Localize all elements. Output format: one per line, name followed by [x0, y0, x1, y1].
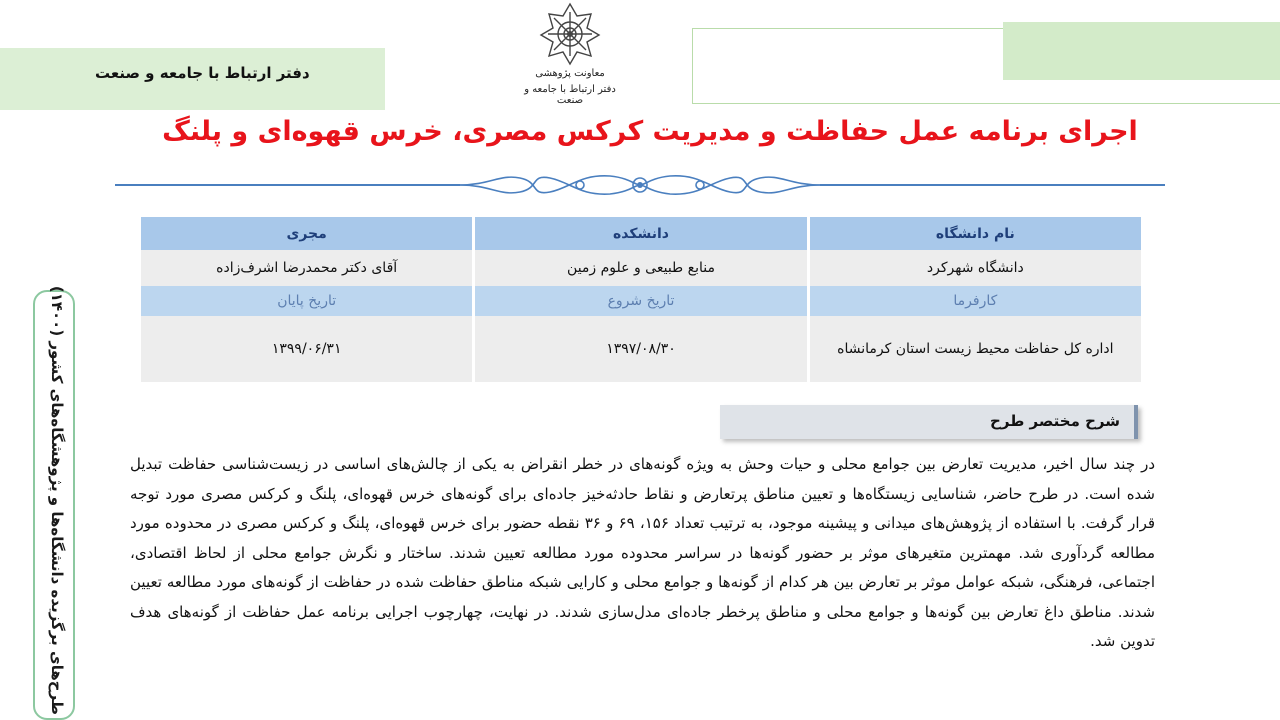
page-title: اجرای برنامه عمل حفاظت و مدیریت کرکس مصری، خرس قهوه‌ای و پلنگ — [162, 116, 1138, 147]
header-start-date: تاریخ شروع — [475, 286, 806, 316]
project-info-table — [138, 217, 1144, 382]
office-label: دفتر ارتباط با جامعه و صنعت — [95, 64, 310, 82]
value-faculty: منابع طبیعی و علوم زمین — [475, 250, 806, 286]
ornamental-divider — [115, 170, 1165, 200]
value-start-date: ۱۳۹۷/۰۸/۳۰ — [475, 316, 806, 382]
side-label: طرح‌های برگزیده دانشگاه‌ها و پژوهشگاه‌های کشور (۱۴۰۰) — [48, 285, 66, 715]
header-band-right — [1003, 22, 1280, 80]
summary-heading: شرح مختصر طرح — [990, 412, 1120, 430]
divider-ornament-icon — [460, 170, 820, 200]
office-logo — [515, 2, 625, 104]
header-faculty: دانشکده — [475, 217, 806, 250]
info-header-row — [141, 217, 1141, 250]
summary-text: در چند سال اخیر، مدیریت تعارض بین جوامع محلی و حیات وحش به ویژه گونه‌های در خطر انقراض به یکی از چالش‌های اساسی در زیست‌شناسی حفاظت تبدیل شده است. در طرح حاضر، شناسایی زیستگاه‌ها و تعیین مناطق پرتعارض و نقاط حادثه‌خیز جاده‌ای برای گونه‌های خرس قهوه‌ای، پلنگ و کرکس مصری مورد توجه قرار گرفت. با استفاده از پژوهش‌های میدانی و پیشینه موجود، به ترتیب تعداد ۱۵۶، ۶۹ و ۳۶ نقطه حضور برای خرس قهوه‌ای، پلنگ و کرکس مصری در محدوده مورد مطالعه گردآوری شد. مهمترین متغیرهای موثر بر حضور گونه‌ها در سراسر محدوده مورد مطالعه تعیین شدند. ساختار و نگرش جوامع محلی از لحاظ اقتصادی، اجتماعی، فرهنگی، شبکه عوامل موثر بر تعارض بین هر کدام از گونه‌ها و جوامع محلی و کارایی شبکه مناطق حفاظت شده در حفاظت از گونه‌های مورد مطالعه تعیین شدند. مناطق داغ تعارض بین گونه‌ها و جوامع محلی و مناطق پرخطر جاده‌ای مدل‌سازی شدند. در نهایت، چهارچوب اجرایی برنامه عمل حفاظت از گونه‌های هدف تدوین شد. — [130, 455, 1156, 650]
value-end-date: ۱۳۹۹/۰۶/۳۱ — [141, 316, 472, 382]
info-value-row — [141, 250, 1141, 286]
header-university: نام دانشگاه — [810, 217, 1141, 250]
value-university: دانشگاه شهرکرد — [810, 250, 1141, 286]
summary-heading-box — [720, 405, 1138, 439]
header-end-date: تاریخ پایان — [141, 286, 472, 316]
value-executor: آقای دکتر محمدرضا اشرف‌زاده — [141, 250, 472, 286]
header-executor: مجری — [141, 217, 472, 250]
ornament-seal-icon — [537, 2, 603, 66]
info-value-row-2 — [141, 316, 1141, 382]
logo-caption-line1: معاونت پژوهشی — [535, 68, 605, 79]
header-employer: کارفرما — [810, 286, 1141, 316]
value-employer: اداره کل حفاظت محیط زیست استان کرمانشاه — [810, 316, 1141, 382]
logo-caption-line2: دفتر ارتباط با جامعه و صنعت — [524, 84, 616, 106]
info-subheader-row — [141, 286, 1141, 316]
